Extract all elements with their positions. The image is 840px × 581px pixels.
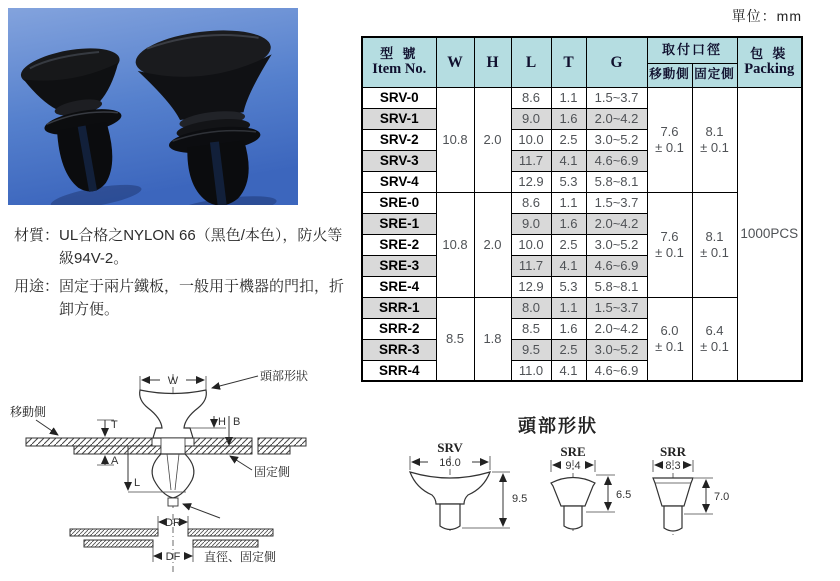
- cell-item-no: SRE-2: [362, 234, 436, 255]
- material-label: 材質：: [14, 227, 60, 244]
- head-shape-sre: [551, 444, 631, 534]
- fixed-side-label: 固定側: [254, 465, 291, 479]
- cell-h: 2.0: [474, 192, 511, 297]
- cell-item-no: SRE-3: [362, 255, 436, 276]
- col-header-moving-side: 移動側: [647, 63, 692, 87]
- cell-g: 2.0~4.2: [586, 318, 647, 339]
- cell-item-no: SRR-2: [362, 318, 436, 339]
- hole-plate-top: [70, 529, 273, 536]
- col-header-packing: 包 裝 Packing: [737, 37, 802, 87]
- cell-l: 8.6: [511, 192, 551, 213]
- cell-item-no: SRE-0: [362, 192, 436, 213]
- cell-g: 1.5~3.7: [586, 192, 647, 213]
- col-header-g: G: [586, 37, 647, 87]
- cell-g: 3.0~5.2: [586, 339, 647, 360]
- cell-g: 1.5~3.7: [586, 87, 647, 108]
- dim-a-label: A: [111, 455, 119, 467]
- cell-g: 2.0~4.2: [586, 108, 647, 129]
- sre-width: 9.4: [565, 460, 581, 472]
- cell-item-no: SRV-1: [362, 108, 436, 129]
- cell-item-no: SRR-4: [362, 360, 436, 381]
- cell-t: 1.1: [551, 297, 586, 318]
- head-shape-srv: [410, 440, 527, 534]
- cell-l: 11.7: [511, 255, 551, 276]
- usage-label: 用途：: [14, 277, 60, 295]
- cell-t: 1.6: [551, 318, 586, 339]
- dim-h-label: H: [218, 416, 226, 428]
- cell-t: 2.5: [551, 234, 586, 255]
- cell-packing: 1000PCS: [737, 87, 802, 381]
- cell-moving-side: 7.6 ± 0.1: [647, 192, 692, 297]
- dim-l-label: L: [134, 477, 141, 489]
- col-header-mount-diameter: 取付口徑: [647, 37, 737, 63]
- cell-l: 12.9: [511, 171, 551, 192]
- sre-height: 6.5: [616, 489, 632, 501]
- head-shapes-title: 頭部形狀: [518, 416, 598, 436]
- stem-through-hole: [161, 438, 185, 454]
- srv-height: 9.5: [512, 493, 528, 505]
- cell-l: 11.0: [511, 360, 551, 381]
- col-header-fixed-side: 固定側: [692, 63, 737, 87]
- cell-t: 4.1: [551, 150, 586, 171]
- rivet-prongs: [152, 454, 194, 506]
- col-header-l: L: [511, 37, 551, 87]
- cell-item-no: SRV-4: [362, 171, 436, 192]
- cell-item-no: SRV-2: [362, 129, 436, 150]
- material-note: [14, 224, 350, 271]
- material-text: UL合格之NYLON 66（黑色/本色），防火等級94V-2。: [59, 227, 343, 268]
- cell-l: 9.5: [511, 339, 551, 360]
- col-header-h: H: [474, 37, 511, 87]
- cell-t: 1.6: [551, 108, 586, 129]
- cell-g: 4.6~6.9: [586, 360, 647, 381]
- cell-t: 5.3: [551, 171, 586, 192]
- cell-g: 3.0~5.2: [586, 234, 647, 255]
- cell-moving-side: 6.0 ± 0.1: [647, 297, 692, 381]
- dim-dr-label: DR: [165, 517, 181, 529]
- cell-item-no: SRV-0: [362, 87, 436, 108]
- cell-item-no: SRE-4: [362, 276, 436, 297]
- dim-df-label: DF: [165, 551, 181, 563]
- table-row-SRV-0: [362, 87, 802, 108]
- diameter-fixed-label: 直徑、固定側: [204, 550, 277, 564]
- cell-t: 1.6: [551, 213, 586, 234]
- cell-g: 2.0~4.2: [586, 213, 647, 234]
- cell-l: 12.9: [511, 276, 551, 297]
- dim-b-label: B: [233, 416, 241, 428]
- cell-item-no: SRR-3: [362, 339, 436, 360]
- cell-g: 4.6~6.9: [586, 150, 647, 171]
- head-shape-srr: [653, 444, 729, 536]
- dim-w-label: W: [167, 375, 179, 387]
- rivet-head-outline: [140, 390, 207, 438]
- usage-note: [14, 275, 350, 322]
- dim-t: [97, 419, 118, 436]
- col-header-t: T: [551, 37, 586, 87]
- cell-g: 5.8~8.1: [586, 276, 647, 297]
- cell-l: 11.7: [511, 150, 551, 171]
- cell-t: 2.5: [551, 129, 586, 150]
- cell-fixed-side: 6.4 ± 0.1: [692, 297, 737, 381]
- fixed-side-callout: [230, 456, 290, 479]
- cell-t: 1.1: [551, 87, 586, 108]
- cell-t: 1.1: [551, 192, 586, 213]
- srv-name: SRV: [437, 440, 463, 455]
- cell-fixed-side: 8.1 ± 0.1: [692, 192, 737, 297]
- cell-moving-side: 7.6 ± 0.1: [647, 87, 692, 192]
- cell-fixed-side: 8.1 ± 0.1: [692, 87, 737, 192]
- dim-h: [190, 416, 226, 428]
- product-photo: [8, 8, 298, 205]
- cell-h: 2.0: [474, 87, 511, 192]
- dim-t-label: T: [111, 419, 118, 431]
- cell-g: 3.0~5.2: [586, 129, 647, 150]
- cell-l: 8.5: [511, 318, 551, 339]
- unit-label: 單位：mm: [731, 8, 802, 24]
- spec-table: [361, 36, 803, 382]
- cell-w: 10.8: [436, 87, 474, 192]
- cell-item-no: SRV-3: [362, 150, 436, 171]
- notes-block: [14, 224, 350, 325]
- srv-width: 16.0: [439, 457, 461, 469]
- cross-section-diagram: [8, 366, 328, 578]
- cell-h: 1.8: [474, 297, 511, 381]
- cell-t: 2.5: [551, 339, 586, 360]
- srr-width: 8.3: [665, 460, 681, 472]
- head-shape-diagrams: [388, 440, 736, 580]
- cell-l: 8.6: [511, 87, 551, 108]
- cell-l: 8.0: [511, 297, 551, 318]
- table-row-SRR-1: [362, 297, 802, 318]
- table-row-SRE-0: [362, 192, 802, 213]
- prong-tip-leader: [183, 504, 220, 518]
- cell-g: 1.5~3.7: [586, 297, 647, 318]
- cell-t: 4.1: [551, 255, 586, 276]
- dim-a: [97, 455, 119, 467]
- cell-g: 4.6~6.9: [586, 255, 647, 276]
- cell-l: 9.0: [511, 213, 551, 234]
- usage-text: 固定于兩片鐵板，一般用于機器的門扣，折卸方便。: [59, 277, 345, 318]
- cell-item-no: SRR-1: [362, 297, 436, 318]
- moving-side-callout: [10, 404, 58, 435]
- cell-item-no: SRE-1: [362, 213, 436, 234]
- head-shape-label: 頭部形狀: [260, 369, 309, 383]
- cell-g: 5.8~8.1: [586, 171, 647, 192]
- cell-w: 8.5: [436, 297, 474, 381]
- moving-side-label: 移動側: [10, 405, 47, 419]
- srr-height: 7.0: [714, 491, 730, 503]
- sre-name: SRE: [560, 444, 586, 459]
- cell-l: 10.0: [511, 129, 551, 150]
- hole-plate-bottom: [84, 540, 258, 547]
- col-header-w: W: [436, 37, 474, 87]
- cell-l: 10.0: [511, 234, 551, 255]
- srr-name: SRR: [659, 444, 687, 459]
- cell-l: 9.0: [511, 108, 551, 129]
- cell-t: 5.3: [551, 276, 586, 297]
- col-header-item-no: 型 號 Item No.: [362, 37, 436, 87]
- cell-w: 10.8: [436, 192, 474, 297]
- cell-t: 4.1: [551, 360, 586, 381]
- head-shape-leader: [212, 368, 308, 388]
